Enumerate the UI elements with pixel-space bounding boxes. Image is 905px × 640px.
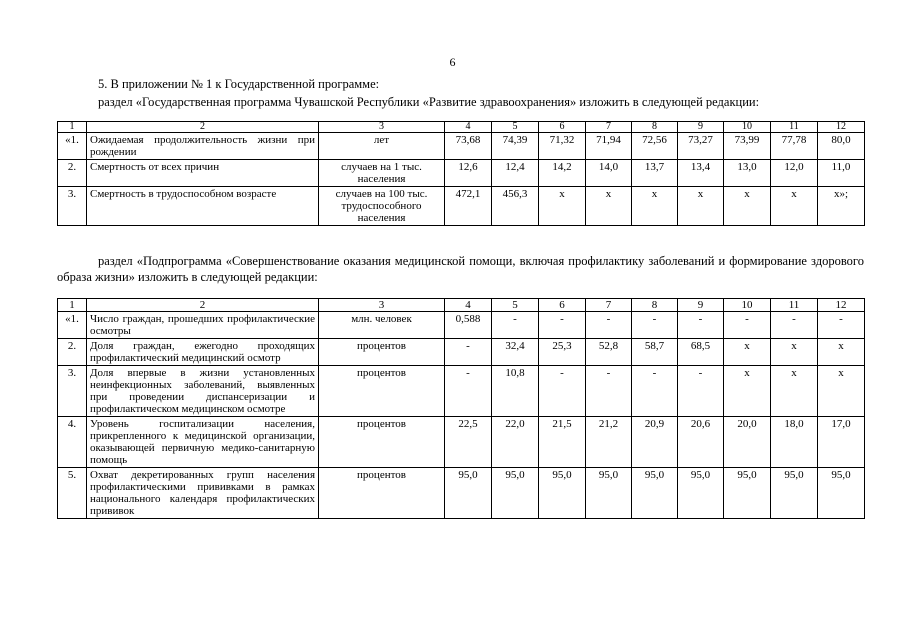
indicator-value: х bbox=[539, 187, 586, 226]
indicator-value: - bbox=[678, 312, 724, 339]
indicator-value: 71,32 bbox=[539, 133, 586, 160]
indicator-value: - bbox=[678, 366, 724, 417]
column-number: 5 bbox=[492, 122, 539, 133]
indicator-value: 80,0 bbox=[818, 133, 865, 160]
column-number: 5 bbox=[492, 299, 539, 312]
column-number: 8 bbox=[632, 122, 678, 133]
indicator-value: 12,4 bbox=[492, 160, 539, 187]
row-number: «1. bbox=[58, 312, 87, 339]
indicator-name: Доля граждан, ежегодно проходящих профилактический медицинский осмотр bbox=[87, 339, 319, 366]
indicator-value: 73,99 bbox=[724, 133, 771, 160]
page-number: 6 bbox=[449, 55, 456, 69]
column-number: 9 bbox=[678, 299, 724, 312]
intro-line-2: раздел «Государственная программа Чувашской Республики «Развитие здравоохранения» изложить в следующей редакции: bbox=[98, 95, 760, 109]
indicator-value: 95,0 bbox=[818, 468, 865, 519]
column-number: 3 bbox=[319, 122, 445, 133]
column-number: 2 bbox=[87, 122, 319, 133]
table-row bbox=[58, 417, 865, 468]
indicator-value: 13,4 bbox=[678, 160, 724, 187]
table-row bbox=[58, 312, 865, 339]
indicator-value: 22,5 bbox=[445, 417, 492, 468]
indicator-value: - bbox=[445, 366, 492, 417]
indicator-name: Число граждан, прошедших профилактические осмотры bbox=[87, 312, 319, 339]
row-number: 2. bbox=[58, 160, 87, 187]
indicator-value: 68,5 bbox=[678, 339, 724, 366]
header-row bbox=[58, 299, 865, 312]
indicator-value: х bbox=[632, 187, 678, 226]
indicator-value: х bbox=[724, 366, 771, 417]
indicator-value: 95,0 bbox=[678, 468, 724, 519]
column-number: 6 bbox=[539, 299, 586, 312]
indicator-name: Ожидаемая продолжительность жизни при рождении bbox=[87, 133, 319, 160]
indicator-value: 12,0 bbox=[771, 160, 818, 187]
indicator-value: 58,7 bbox=[632, 339, 678, 366]
indicator-name: Смертность от всех причин bbox=[87, 160, 319, 187]
indicator-value: х bbox=[771, 187, 818, 226]
indicator-value: 95,0 bbox=[724, 468, 771, 519]
indicator-value: 13,7 bbox=[632, 160, 678, 187]
column-number: 2 bbox=[87, 299, 319, 312]
indicator-value: 95,0 bbox=[632, 468, 678, 519]
indicator-value: - bbox=[586, 312, 632, 339]
indicator-value: - bbox=[586, 366, 632, 417]
column-number: 11 bbox=[771, 299, 818, 312]
column-number: 9 bbox=[678, 122, 724, 133]
table-row bbox=[58, 366, 865, 417]
indicator-value: 95,0 bbox=[539, 468, 586, 519]
indicator-value: 95,0 bbox=[492, 468, 539, 519]
indicator-name: Уровень госпитализации населения, прикрепленного к медицинской организации, оказывающей первичную медико-санитарную помощь bbox=[87, 417, 319, 468]
column-number: 6 bbox=[539, 122, 586, 133]
indicator-value: 13,0 bbox=[724, 160, 771, 187]
column-number: 12 bbox=[818, 299, 865, 312]
indicator-value: 12,6 bbox=[445, 160, 492, 187]
column-number: 10 bbox=[724, 122, 771, 133]
indicator-value: 20,6 bbox=[678, 417, 724, 468]
unit-of-measure: процентов bbox=[319, 417, 445, 468]
indicator-value: - bbox=[771, 312, 818, 339]
indicator-value: 456,3 bbox=[492, 187, 539, 226]
indicator-value: 95,0 bbox=[586, 468, 632, 519]
unit-of-measure: лет bbox=[319, 133, 445, 160]
indicator-value: - bbox=[539, 312, 586, 339]
unit-of-measure: процентов bbox=[319, 339, 445, 366]
indicator-value: 52,8 bbox=[586, 339, 632, 366]
unit-of-measure: процентов bbox=[319, 366, 445, 417]
indicator-value: - bbox=[632, 312, 678, 339]
indicator-value: 73,27 bbox=[678, 133, 724, 160]
indicator-value: 21,2 bbox=[586, 417, 632, 468]
indicator-value: х bbox=[771, 366, 818, 417]
row-number: 3. bbox=[58, 187, 87, 226]
indicator-value: 0,588 bbox=[445, 312, 492, 339]
indicator-value: х bbox=[818, 339, 865, 366]
indicator-value: х»; bbox=[818, 187, 865, 226]
indicator-value: 18,0 bbox=[771, 417, 818, 468]
row-number: 3. bbox=[58, 366, 87, 417]
table-indicators-subprogram bbox=[57, 298, 865, 519]
column-number: 8 bbox=[632, 299, 678, 312]
indicator-value: 73,68 bbox=[445, 133, 492, 160]
indicator-value: 20,0 bbox=[724, 417, 771, 468]
indicator-value: - bbox=[492, 312, 539, 339]
indicator-value: - bbox=[632, 366, 678, 417]
indicator-name: Доля впервые в жизни установленных неинфекционных заболеваний, выявленных при проведении диспансеризации и профилактическом медицинском осмотре bbox=[87, 366, 319, 417]
indicator-name: Охват декретированных групп населения профилактическими прививками в рамках национального календаря профилактических прививок bbox=[87, 468, 319, 519]
row-number: 2. bbox=[58, 339, 87, 366]
indicator-value: х bbox=[771, 339, 818, 366]
indicator-value: 11,0 bbox=[818, 160, 865, 187]
column-number: 7 bbox=[586, 122, 632, 133]
table-row bbox=[58, 187, 865, 226]
unit-of-measure: процентов bbox=[319, 468, 445, 519]
indicator-value: х bbox=[724, 187, 771, 226]
column-number: 7 bbox=[586, 299, 632, 312]
column-number: 4 bbox=[445, 299, 492, 312]
indicator-value: 14,0 bbox=[586, 160, 632, 187]
indicator-value: 21,5 bbox=[539, 417, 586, 468]
intro-line-1: 5. В приложении № 1 к Государственной программе: bbox=[98, 77, 380, 91]
column-number: 10 bbox=[724, 299, 771, 312]
indicator-value: х bbox=[586, 187, 632, 226]
column-number: 4 bbox=[445, 122, 492, 133]
indicator-value: 472,1 bbox=[445, 187, 492, 226]
column-number: 1 bbox=[58, 122, 87, 133]
unit-of-measure: случаев на 1 тыс. населения bbox=[319, 160, 445, 187]
indicator-value: 17,0 bbox=[818, 417, 865, 468]
indicator-value: - bbox=[445, 339, 492, 366]
indicator-value: х bbox=[818, 366, 865, 417]
table-row bbox=[58, 160, 865, 187]
column-number: 3 bbox=[319, 299, 445, 312]
indicator-value: - bbox=[724, 312, 771, 339]
column-number: 11 bbox=[771, 122, 818, 133]
row-number: «1. bbox=[58, 133, 87, 160]
indicator-value: 72,56 bbox=[632, 133, 678, 160]
indicator-name: Смертность в трудоспособном возрасте bbox=[87, 187, 319, 226]
table-row bbox=[58, 468, 865, 519]
indicator-value: 32,4 bbox=[492, 339, 539, 366]
indicator-value: 95,0 bbox=[771, 468, 818, 519]
indicator-value: 22,0 bbox=[492, 417, 539, 468]
indicator-value: 74,39 bbox=[492, 133, 539, 160]
indicator-value: 77,78 bbox=[771, 133, 818, 160]
table-row bbox=[58, 133, 865, 160]
indicator-value: - bbox=[818, 312, 865, 339]
row-number: 5. bbox=[58, 468, 87, 519]
indicator-value: 95,0 bbox=[445, 468, 492, 519]
indicator-value: 71,94 bbox=[586, 133, 632, 160]
unit-of-measure: случаев на 100 тыс. трудоспособного населения bbox=[319, 187, 445, 226]
indicator-value: 14,2 bbox=[539, 160, 586, 187]
indicator-value: - bbox=[539, 366, 586, 417]
unit-of-measure: млн. человек bbox=[319, 312, 445, 339]
row-number: 4. bbox=[58, 417, 87, 468]
header-row bbox=[58, 122, 865, 133]
indicator-value: 10,8 bbox=[492, 366, 539, 417]
column-number: 1 bbox=[58, 299, 87, 312]
indicator-value: 25,3 bbox=[539, 339, 586, 366]
column-number: 12 bbox=[818, 122, 865, 133]
table-indicators-program bbox=[57, 121, 865, 226]
indicator-value: х bbox=[724, 339, 771, 366]
indicator-value: 20,9 bbox=[632, 417, 678, 468]
section-2-text: раздел «Подпрограмма «Совершенствование оказания медицинской помощи, включая профилактику заболеваний и формирование здорового образа жизни» изложить в следующей редакции: bbox=[57, 254, 864, 284]
indicator-value: х bbox=[678, 187, 724, 226]
table-row bbox=[58, 339, 865, 366]
